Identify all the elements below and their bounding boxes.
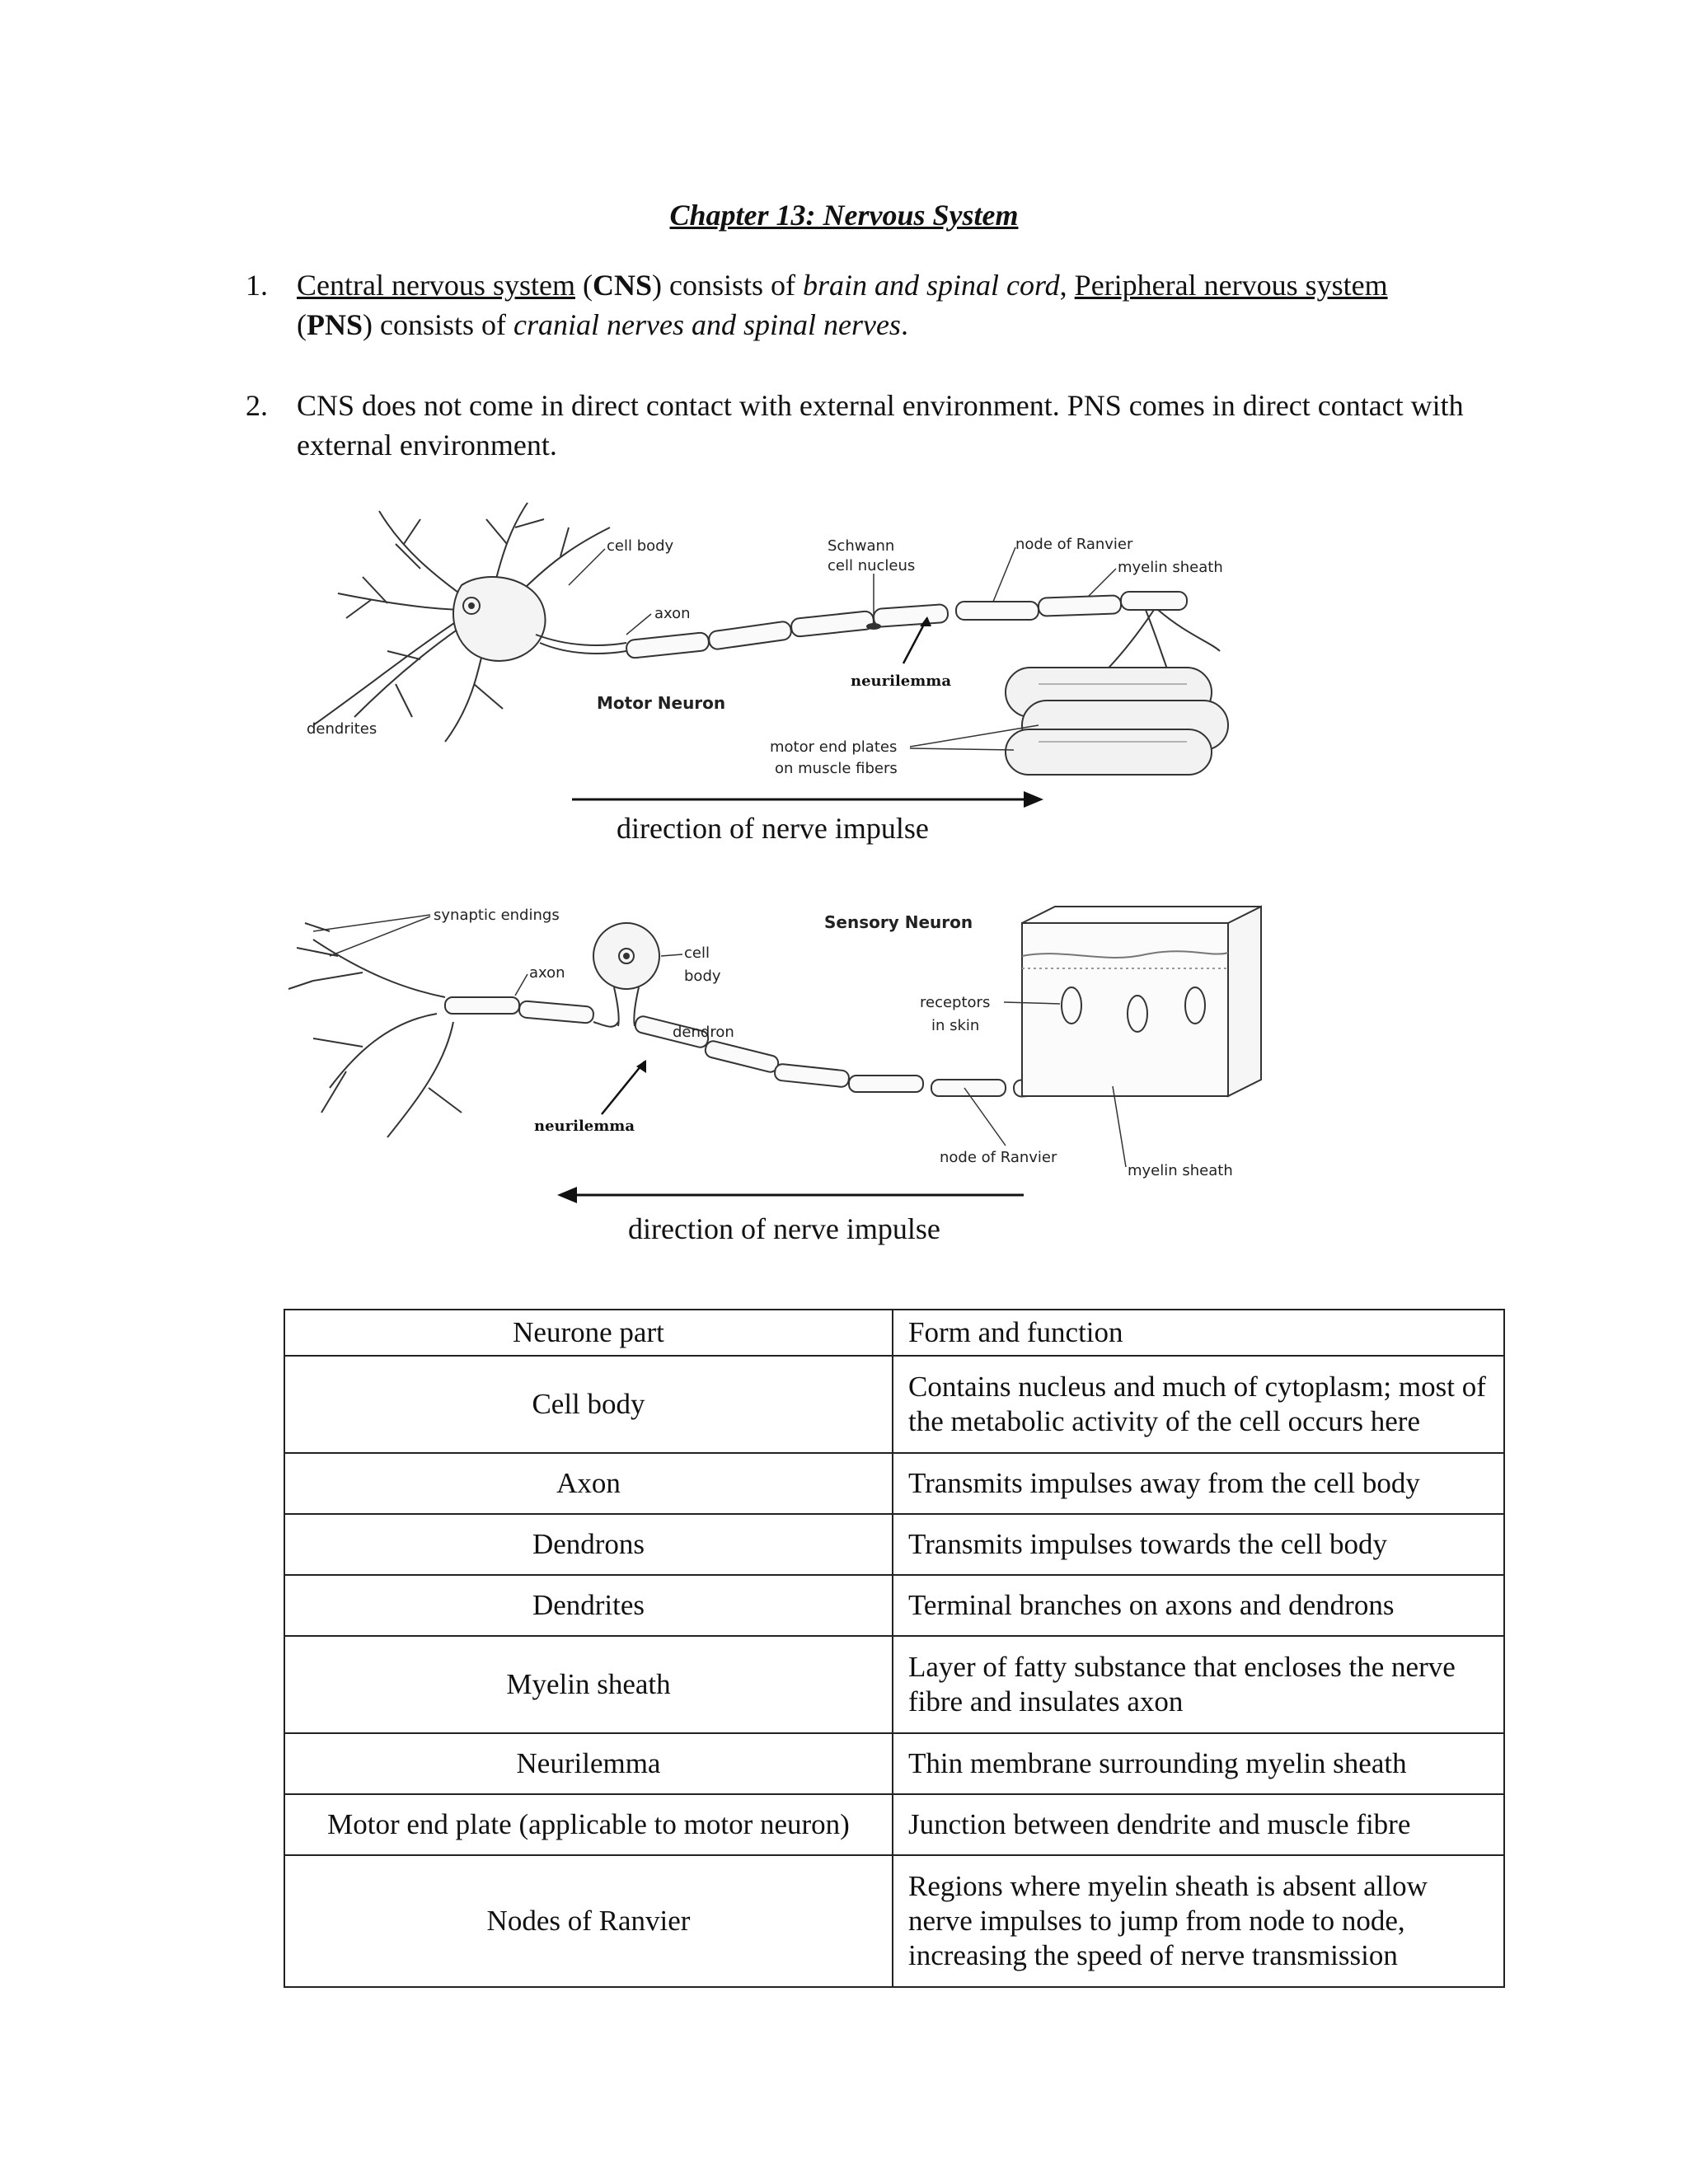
label-node-ranvier: node of Ranvier (1015, 536, 1133, 553)
function-cell: Terminal branches on axons and dendrons (893, 1575, 1504, 1636)
pns-term: Peripheral nervous system (1074, 269, 1388, 302)
table-row (284, 1575, 1504, 1636)
item-number: 1. (246, 269, 268, 302)
label-end-plates-2: on muscle fibers (775, 760, 898, 777)
label-schwann-nucleus: cell nucleus (828, 557, 916, 574)
sensory-direction-label: direction of nerve impulse (628, 1212, 940, 1245)
part-cell: Dendrons (284, 1514, 893, 1575)
header-neurone-part: Neurone part (284, 1310, 893, 1356)
part-cell: Myelin sheath (284, 1636, 893, 1733)
item-text: CNS does not come in direct contact with external environment. PNS comes in direct contact with external environment. (297, 389, 1464, 462)
label-node-ranvier: node of Ranvier (940, 1149, 1057, 1166)
list-item-1 (246, 265, 1457, 348)
label-end-plates: motor end plates (770, 738, 898, 756)
header-form-function: Form and function (893, 1310, 1504, 1356)
table-row (284, 1356, 1504, 1453)
item-number: 2. (246, 389, 268, 422)
function-cell: Layer of fatty substance that encloses the nerve fibre and insulates axon (893, 1636, 1504, 1733)
pns-parts: cranial nerves and spinal nerves (513, 308, 901, 341)
label-receptors: receptors (920, 994, 991, 1011)
label-receptors-2: in skin (931, 1017, 980, 1034)
function-cell: Thin membrane surrounding myelin sheath (893, 1733, 1504, 1794)
function-cell: Transmits impulses towards the cell body (893, 1514, 1504, 1575)
sensory-neuron-figure (280, 898, 1269, 1195)
sensory-direction-arrow (554, 1183, 1032, 1208)
label-neurilemma: neurilemma (851, 673, 951, 690)
item-text: Central nervous system (CNS) consists of brain and spinal cord, Peripheral nervous system (PNS) consists of cranial nerves and spinal nerves. (297, 269, 1388, 341)
motor-direction-arrow (569, 788, 1047, 813)
table-row (284, 1514, 1504, 1575)
label-axon: axon (654, 605, 691, 622)
part-cell: Cell body (284, 1356, 893, 1453)
text-run: ) consists of (363, 308, 514, 341)
motor-neuron-figure (297, 494, 1245, 791)
cns-term: Central nervous system (297, 269, 575, 302)
label-dendrites: dendrites (307, 720, 377, 738)
sensory-neuron-title: Sensory Neuron (824, 912, 973, 932)
label-synaptic-endings: synaptic endings (434, 907, 560, 924)
label-myelin-sheath: myelin sheath (1118, 559, 1223, 576)
motor-neuron-title: Motor Neuron (597, 693, 726, 713)
part-cell: Motor end plate (applicable to motor neuron) (284, 1794, 893, 1855)
label-neurilemma: neurilemma (534, 1118, 635, 1135)
page-title: Chapter 13: Nervous System (669, 199, 1019, 232)
cns-abbr: CNS (592, 269, 652, 302)
label-cell-body: cell body (607, 537, 674, 555)
table-row (284, 1794, 1504, 1855)
table-header-row (284, 1310, 1504, 1356)
function-cell: Regions where myelin sheath is absent allow nerve impulses to jump from node to node, increasing the speed of nerve transmission (893, 1855, 1504, 1987)
part-cell: Axon (284, 1453, 893, 1514)
part-cell: Nodes of Ranvier (284, 1855, 893, 1987)
table-row (284, 1453, 1504, 1514)
function-cell: Contains nucleus and much of cytoplasm; most of the metabolic activity of the cell occurs here (893, 1356, 1504, 1453)
text-run: , (1059, 269, 1075, 302)
list-item-2 (246, 386, 1464, 468)
label-cell-body: body (684, 968, 721, 985)
text-run: ( (574, 269, 593, 302)
table-row (284, 1733, 1504, 1794)
label-schwann: Schwann (828, 537, 895, 555)
table-row (284, 1636, 1504, 1733)
function-cell: Transmits impulses away from the cell body (893, 1453, 1504, 1514)
text-run: ) consists of (651, 269, 803, 302)
label-myelin-sheath: myelin sheath (1128, 1162, 1233, 1179)
cns-parts: brain and spinal cord (802, 269, 1060, 302)
part-cell: Dendrites (284, 1575, 893, 1636)
neurone-parts-table (284, 1309, 1505, 1988)
part-cell: Neurilemma (284, 1733, 893, 1794)
text-run: . (900, 308, 908, 341)
pns-abbr: PNS (307, 308, 363, 341)
function-cell: Junction between dendrite and muscle fibre (893, 1794, 1504, 1855)
label-dendron: dendron (673, 1024, 734, 1041)
label-cell: cell (684, 944, 710, 962)
motor-direction-label: direction of nerve impulse (617, 812, 929, 845)
label-axon: axon (529, 964, 565, 982)
table-row (284, 1855, 1504, 1987)
